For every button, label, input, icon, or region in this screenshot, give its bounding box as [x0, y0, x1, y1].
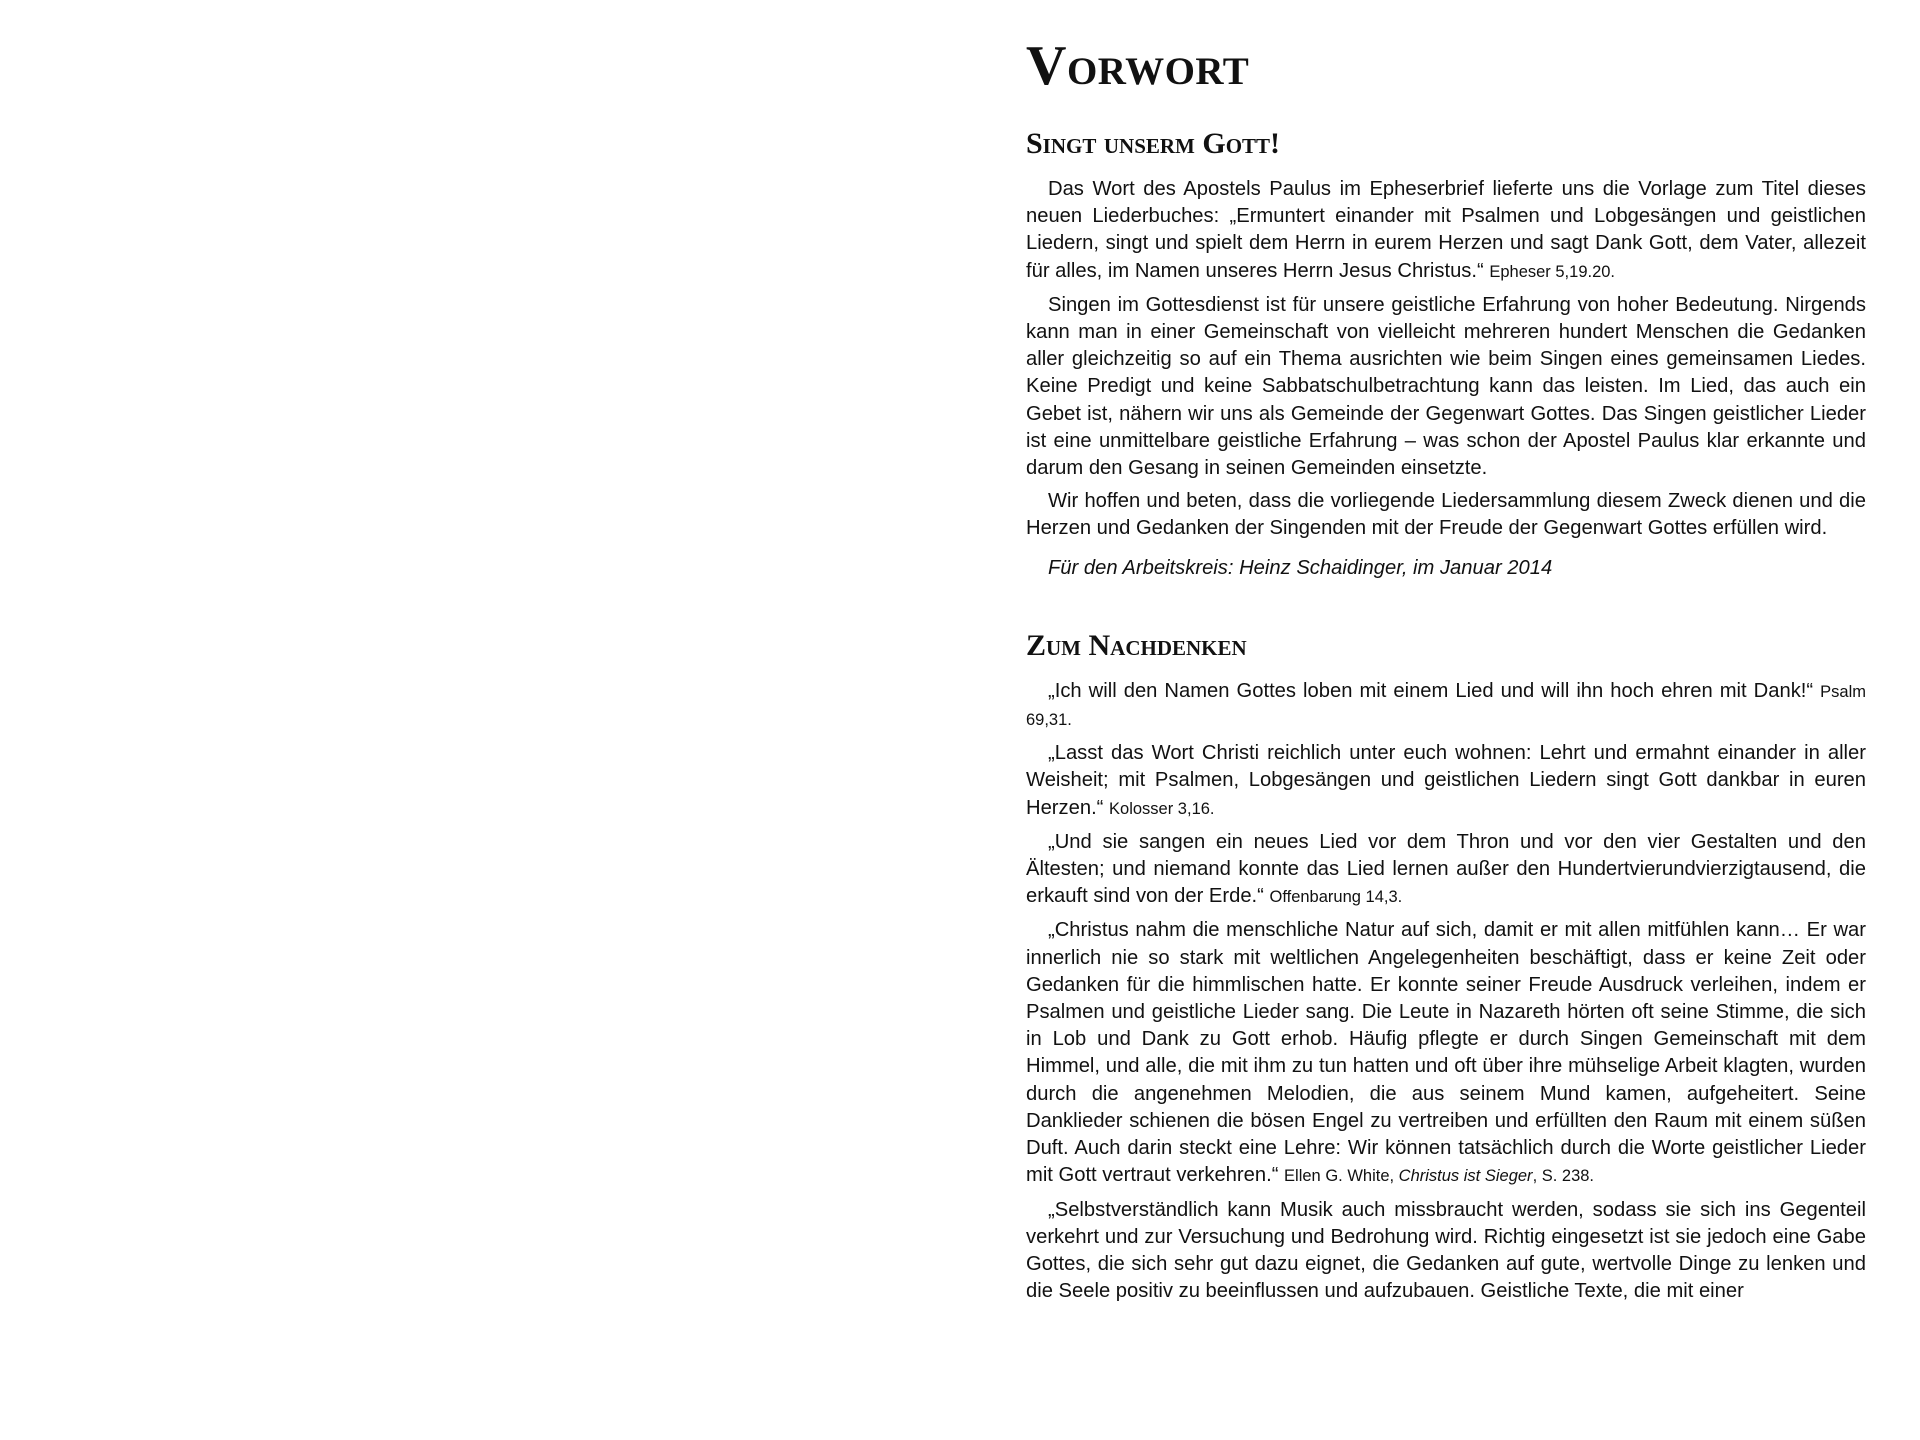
quote [1026, 829, 1866, 912]
bible-reference: Kolosser 3,16. [1109, 799, 1215, 818]
paragraph-text: Singen im Gottesdienst ist für unsere geistliche Erfahrung von hoher Bedeutung. Nirgends kann man in einer Gemeinschaft von vielleicht mehreren hundert Menschen die Gedanken aller gleichzeitig so auf ein Thema ausrichten wie beim Singen eines gemeinsamen Liedes. Keine Predigt und keine Sabbatschulbetrachtung kann das leisten. Im Lied, das auch ein Gebet ist, nähern wir uns als Gemeinde der Gegenwart Gottes. Das Singen geistlicher Lieder ist eine unmittelbare geistliche Erfahrung – was schon der Apostel Paulus klar erkannte und darum den Gesang in seinen Gemeinden einsetzte. [1026, 293, 1866, 480]
quote [1026, 740, 1866, 823]
quote [1026, 917, 1866, 1190]
bible-reference: Epheser 5,19.20. [1489, 262, 1616, 281]
quote-text: „Und sie sangen ein neues Lied vor dem Thron und vor den vier Gestalten und den Ältesten; und niemand konnte das Lied lernen außer den Hundertvierundvierzigtausend, die erkauft sind von der Erde.“ [1026, 830, 1866, 908]
paragraph-text: Wir hoffen und beten, dass die vorliegende Liedersammlung diesem Zweck dienen und die Herzen und Gedanken der Singenden mit der Freude der Gegenwart Gottes erfüllen wird. [1026, 490, 1866, 540]
section-heading-nachdenken: Zum Nachdenken [1026, 628, 1247, 662]
right-page [1026, 30, 1866, 1311]
quote-text: „Lasst das Wort Christi reichlich unter euch wohnen: Lehrt und ermahnt einander in aller Weisheit; mit Psalmen, Lobgesängen und geistlichen Liedern singt Gott dankbar in euren Herzen.“ [1026, 742, 1866, 819]
quote [1026, 678, 1866, 734]
source-author: Ellen G. White, [1284, 1167, 1399, 1186]
quote-text: „Christus nahm die menschliche Natur auf sich, damit er mit allen mitfühlen kann… Er war innerlich nie so stark mit weltlichen Angelegenheiten beschäftigt, dass er keine Zeit oder Gedanken für die himmlischen hatte. Er konnte seiner Freude Ausdruck verleihen, indem er Psalmen und geistliche Lieder sang. Die Leute in Nazareth hörten oft seine Stimme, die sich in Lob und Dank zu Gott erhob. Häufig pflegte er durch Singen Gemeinschaft mit dem Himmel, und alle, die mit ihm zu tun hatten und oft über ihre mühselige Arbeit klagten, wurden durch die angenehmen Melodien, die aus seinem Mund kamen, aufgeheitert. Seine Danklieder schienen die bösen Engel zu vertreiben und erfüllten den Raum mit einem süßen Duft. Auch darin steckt eine Lehre: Wir können tatsächlich durch die Worte geistlicher Lieder mit Gott vertraut verkehren.“ [1026, 919, 1866, 1187]
source-page: , S. 238. [1532, 1167, 1595, 1186]
bible-reference: Offenbarung 14,3. [1269, 888, 1403, 907]
quote [1026, 1197, 1866, 1306]
quote-text: „Ich will den Namen Gottes loben mit einem Lied und will ihn hoch ehren mit Dank!“ [1048, 679, 1821, 702]
bible-reference: Psalm 69,31. [1026, 682, 1866, 730]
signature: Für den Arbeitskreis: Heinz Schaidinger, im Januar 2014 [1048, 556, 1553, 579]
page-title: Vorwort [1026, 35, 1250, 97]
paragraph-text: Das Wort des Apostels Paulus im Epheserbrief lieferte uns die Vorlage zum Titel dieses neuen Liederbuches: „Ermuntert einander mit Psalmen und Lobgesängen und geistlichen Liedern, singt und spielt dem Herrn in eurem Herzen und sagt Dank Gott, dem Vater, allezeit für alles, im Namen unseres Herrn Jesus Christus.“ [1026, 178, 1866, 282]
source-book-title: Christus ist Sieger [1398, 1167, 1533, 1186]
section-heading-singt: Singt unserm Gott! [1026, 127, 1281, 160]
paragraph [1026, 176, 1866, 286]
paragraph [1026, 292, 1866, 482]
quote-text: „Selbstverständlich kann Musik auch missbraucht werden, sodass sie sich ins Gegenteil verkehrt und zur Versuchung und Bedrohung wird. Richtig eingesetzt ist sie jedoch eine Gabe Gottes, die sich sehr gut dazu eignet, die Gedanken auf gute, wertvolle Dinge zu lenken und die Seele positiv zu beeinflussen und aufzubauen. Geistliche Texte, die mit einer [1026, 1198, 1866, 1303]
paragraph [1026, 488, 1866, 542]
